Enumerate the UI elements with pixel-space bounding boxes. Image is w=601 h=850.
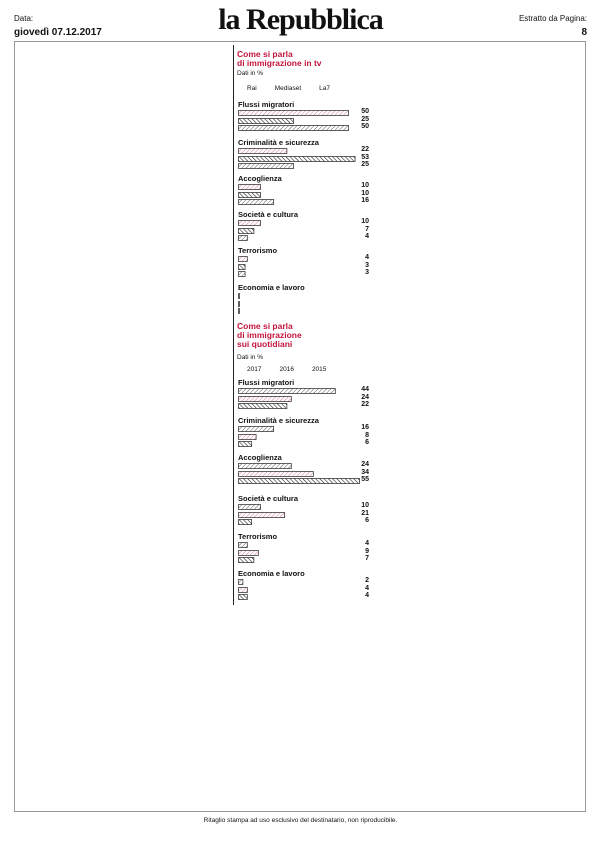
- bar-value-label: 21: [361, 509, 369, 517]
- legend-item-mediaset: [265, 84, 301, 92]
- legend-swatch-mediaset: [265, 84, 275, 92]
- bar-rect: [238, 580, 242, 585]
- legend-swatch-2016: [269, 365, 279, 373]
- category-label: Terrorismo: [238, 246, 278, 255]
- bar-value-label: 4: [365, 592, 369, 599]
- chart-tv-title-line: Come si parla: [237, 49, 293, 59]
- legend-label-2016: 2016: [279, 365, 294, 373]
- bar: [238, 434, 257, 440]
- bar-value-label: 55: [361, 476, 369, 483]
- category-label: Flussi migratori: [238, 100, 295, 109]
- category-label: Criminalità e sicurezza: [238, 416, 319, 425]
- legend-swatch-2015: [302, 365, 312, 373]
- bar: [238, 542, 248, 548]
- bar-value-label: 4: [365, 233, 369, 240]
- legend-swatch-la7: [309, 84, 319, 92]
- category-label: Flussi migratori: [238, 378, 295, 387]
- bar-value-label: 24: [361, 461, 369, 468]
- bar-rect: [238, 156, 355, 161]
- bar: [238, 271, 246, 277]
- bar-rect: [239, 479, 360, 484]
- category-label: Economia e lavoro: [238, 283, 305, 292]
- bar-value-label: 7: [365, 555, 369, 562]
- bar-value-label: 10: [361, 218, 369, 225]
- bar: [238, 156, 356, 162]
- bar: [238, 587, 248, 593]
- chart-tv-title: [237, 50, 322, 68]
- bar-rect: [238, 396, 291, 401]
- article-vertical-rule: [233, 45, 234, 605]
- bar-value-label: 4: [365, 584, 369, 592]
- chart-press-title-line: di immigrazione: [237, 330, 302, 340]
- bar: [238, 463, 292, 469]
- date-value: giovedì 07.12.2017: [14, 27, 102, 38]
- bar-rect: [239, 126, 349, 131]
- bar: [238, 301, 240, 307]
- legend-item-2016: [269, 365, 293, 373]
- legend-swatch-graphic: [302, 365, 310, 373]
- bar: [238, 594, 248, 600]
- category-label: Società e cultura: [238, 210, 299, 219]
- legend-label-2017: 2017: [247, 365, 262, 373]
- page-label: Estratto da Pagina:: [518, 14, 587, 23]
- chart-press-title: [237, 322, 302, 349]
- bar-rect: [238, 442, 251, 447]
- bar-value-label: 3: [365, 261, 369, 269]
- bar: [238, 550, 259, 556]
- bar: [238, 293, 240, 299]
- bar: [238, 256, 248, 262]
- bar-value-label: 4: [365, 540, 369, 547]
- legend-label-rai: Rai: [247, 84, 257, 92]
- bar-rect: [239, 164, 294, 169]
- legend-swatch-graphic: [237, 84, 245, 92]
- bar: [238, 264, 246, 270]
- bar-value-label: 16: [361, 424, 369, 431]
- legend-swatch-rai: [237, 84, 247, 92]
- chart-press-legend: [237, 365, 334, 373]
- bar-value-label: 44: [361, 386, 369, 393]
- bar: [238, 426, 274, 432]
- legend-swatch-graphic: [237, 365, 245, 373]
- bar-value-label: 9: [365, 547, 369, 555]
- bar: [238, 163, 294, 169]
- bar-value-label: 6: [365, 439, 369, 446]
- bar-rect: [238, 543, 247, 548]
- bar-value-label: 4: [365, 254, 369, 261]
- bar-rect: [239, 505, 261, 510]
- bar-rect: [238, 236, 247, 241]
- legend-label-la7: La7: [319, 84, 330, 92]
- bar: [238, 235, 248, 241]
- bar: [238, 148, 287, 154]
- bar-value-label: 25: [361, 161, 369, 168]
- bar-rect: [238, 272, 245, 277]
- legend-swatch-2017: [237, 365, 247, 373]
- chart-tv-subtitle: Dati in %: [237, 70, 264, 77]
- bar-rect: [239, 309, 240, 314]
- bar: [238, 396, 292, 402]
- bar-rect: [238, 464, 291, 469]
- bar-rect: [239, 111, 349, 116]
- category-label: Economia e lavoro: [238, 569, 305, 578]
- bar-rect: [238, 228, 253, 233]
- bar: [238, 579, 243, 585]
- bar-rect: [239, 221, 261, 226]
- bar-value-label: 50: [361, 123, 369, 130]
- bar-rect: [238, 389, 335, 394]
- legend-swatch-graphic: [309, 84, 317, 92]
- legend-item-la7: [309, 84, 330, 92]
- bar-rect: [238, 257, 247, 262]
- bar: [238, 228, 254, 234]
- bar: [238, 478, 360, 484]
- bar: [238, 504, 261, 510]
- category-label: Società e cultura: [238, 494, 299, 503]
- bar-value-label: 16: [361, 197, 369, 204]
- category-label: Accoglienza: [238, 453, 282, 462]
- bar-rect: [238, 587, 247, 592]
- category-label: Accoglienza: [238, 174, 282, 183]
- bar-rect: [238, 404, 286, 409]
- bar: [238, 512, 285, 518]
- bar-rect: [239, 192, 261, 197]
- bar-rect: [238, 550, 258, 555]
- chart-tv-title-line: di immigrazione in tv: [237, 58, 322, 68]
- bar: [238, 557, 254, 563]
- bar-value-label: 50: [361, 108, 369, 115]
- date-label: Data:: [14, 14, 34, 23]
- chart-press-title-line: sui quotidiani: [237, 339, 293, 349]
- bar-rect: [238, 520, 251, 525]
- chart-press-title-line: Come si parla: [237, 321, 293, 331]
- bar-value-label: 22: [361, 401, 369, 408]
- newspaper-masthead: la Repubblica: [218, 3, 383, 36]
- bar-value-label: 10: [361, 189, 369, 197]
- bar: [238, 441, 252, 447]
- footer-disclaimer: Ritaglio stampa ad uso esclusivo del destinatario, non riproducibile.: [203, 817, 398, 824]
- bar-rect: [238, 434, 256, 439]
- bar-value-label: 22: [361, 146, 369, 153]
- bar: [238, 199, 274, 205]
- bar-value-label: 7: [365, 225, 369, 233]
- bar: [238, 403, 287, 409]
- category-label: Criminalità e sicurezza: [238, 138, 319, 147]
- bar-rect: [238, 149, 286, 154]
- bar-rect: [238, 264, 245, 269]
- bar-rect: [238, 200, 273, 205]
- bar-rect: [238, 427, 273, 432]
- bar: [238, 519, 252, 525]
- bar: [238, 118, 294, 124]
- bar-value-label: 24: [361, 393, 369, 401]
- bar-rect: [239, 294, 240, 299]
- category-label: Terrorismo: [238, 532, 278, 541]
- legend-item-2017: [237, 365, 261, 373]
- bar-rect: [239, 185, 261, 190]
- chart-press-subtitle: Dati in %: [237, 354, 264, 361]
- chart-tv-legend: [237, 84, 338, 92]
- bar-value-label: 53: [361, 153, 369, 161]
- bar-value-label: 2: [365, 577, 369, 584]
- bar-rect: [238, 558, 253, 563]
- bar-rect: [238, 595, 247, 600]
- legend-label-mediaset: Mediaset: [274, 84, 302, 92]
- legend-swatch-graphic: [269, 365, 277, 373]
- bar: [238, 308, 240, 314]
- bar-rect: [239, 301, 240, 306]
- bar: [238, 184, 261, 190]
- bar-value-label: 3: [365, 269, 369, 276]
- page-number: 8: [581, 27, 587, 38]
- bar-value-label: 6: [365, 517, 369, 524]
- bar: [238, 388, 336, 394]
- legend-swatch-graphic: [265, 84, 273, 92]
- bar: [238, 220, 261, 226]
- bar-value-label: 10: [361, 502, 369, 509]
- bar-value-label: 10: [361, 182, 369, 189]
- bar-value-label: 8: [365, 431, 369, 439]
- bar-value-label: 25: [361, 115, 369, 123]
- bar-rect: [238, 512, 284, 517]
- legend-item-2015: [302, 365, 326, 373]
- legend-item-rai: [237, 84, 257, 92]
- bar: [238, 125, 349, 131]
- bar-rect: [238, 471, 313, 476]
- bar: [238, 110, 349, 116]
- bar-rect: [239, 118, 294, 123]
- bar-value-label: 34: [361, 468, 369, 476]
- legend-label-2015: 2015: [311, 365, 327, 373]
- bar: [238, 471, 314, 477]
- bar: [238, 192, 261, 198]
